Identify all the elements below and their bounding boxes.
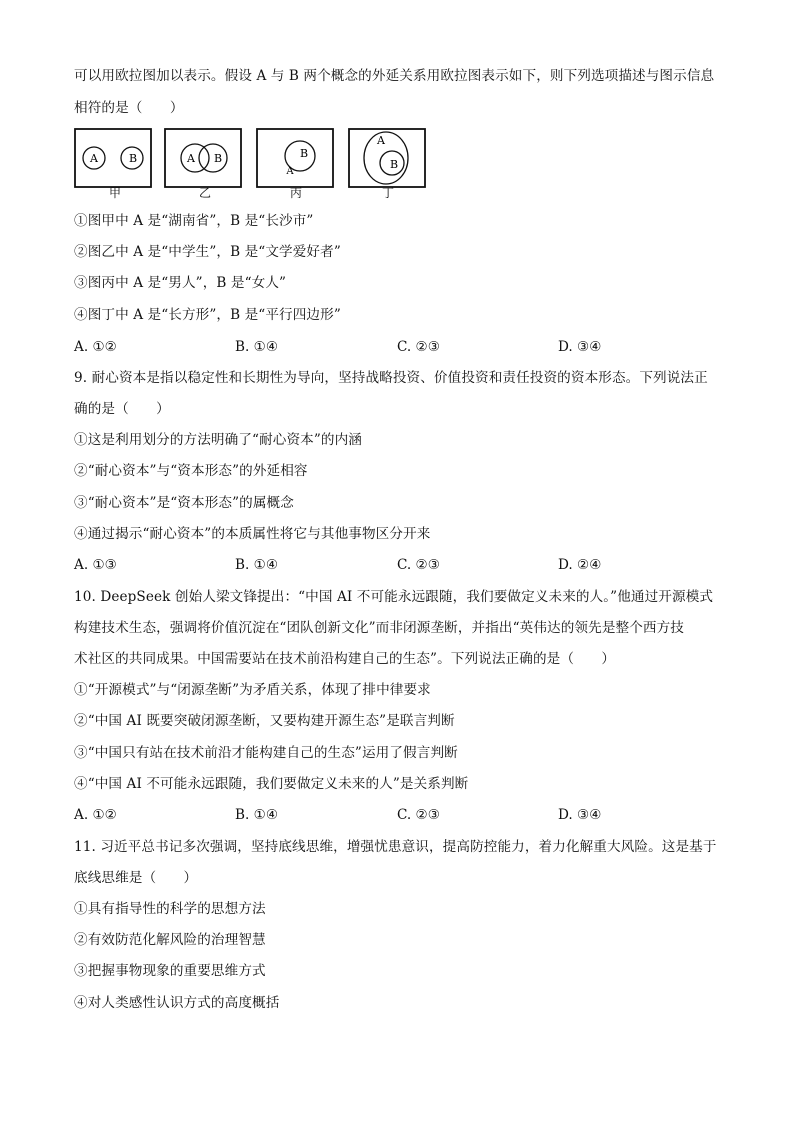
q11-stem-line-1: 11. 习近平总书记多次强调，坚持底线思维，增强忧患意识，提高防控能力，着力化解重大风险。这是基于 <box>74 839 717 855</box>
q10-stem-line-2: 构建技术生态，强调将价值沉淀在“团队创新文化”而非闭源垄断，并指出“英伟达的领先是整个西方技 <box>74 620 684 636</box>
q9-item-3: ③“耐心资本”是“资本形态”的属概念 <box>74 495 294 511</box>
yi-b-label: B <box>213 152 223 165</box>
euler-diagram-jia <box>74 128 152 188</box>
jia-b-label: B <box>128 152 138 165</box>
q10-stem-line-3: 术社区的共同成果。中国需要站在技术前沿构建自己的生态”。下列说法正确的是（ ） <box>74 651 616 667</box>
q8-item-4: ④图丁中 A 是“长方形”，B 是“平行四边形” <box>74 307 341 323</box>
q10-item-2: ②“中国 AI 既要突破闭源垄断，又要构建开源生态”是联言判断 <box>74 713 455 729</box>
bing-b-label: B <box>299 147 309 160</box>
euler-diagram-yi <box>164 128 242 188</box>
q8-item-2: ②图乙中 A 是“中学生”，B 是“文学爱好者” <box>74 244 341 260</box>
q10-option-b: B. ①④ <box>235 807 279 823</box>
jia-a-label: A <box>90 152 98 165</box>
ding-a-label: A <box>377 134 385 147</box>
q8-option-a: A. ①② <box>74 339 117 355</box>
q10-item-4: ④“中国 AI 不可能永远跟随，我们要做定义未来的人”是关系判断 <box>74 776 469 792</box>
q10-stem-line-1: 10. DeepSeek 创始人梁文锋提出：“中国 AI 不可能永远跟随，我们要做定义未来的人。”他通过开源模式 <box>74 589 714 605</box>
yi-a-label: A <box>187 152 195 165</box>
euler-label-yi: 乙 <box>199 186 212 200</box>
q8-option-c: C. ②③ <box>397 339 440 355</box>
q11-item-2: ②有效防范化解风险的治理智慧 <box>74 932 266 948</box>
euler-diagram-ding <box>348 128 426 188</box>
q9-item-4: ④通过揭示“耐心资本”的本质属性将它与其他事物区分开来 <box>74 526 431 542</box>
q8-stem-line-2: 相符的是（ ） <box>74 100 184 116</box>
q9-option-a: A. ①③ <box>74 557 117 573</box>
q8-item-3: ③图丙中 A 是“男人”，B 是“女人” <box>74 275 287 291</box>
euler-label-jia: 甲 <box>109 186 122 200</box>
q9-option-b: B. ①④ <box>235 557 279 573</box>
q9-stem-line-2: 确的是（ ） <box>74 401 170 417</box>
q9-item-2: ②“耐心资本”与“资本形态”的外延相容 <box>74 463 308 479</box>
q10-item-3: ③“中国只有站在技术前沿才能构建自己的生态”运用了假言判断 <box>74 745 458 761</box>
q8-stem-line-1: 可以用欧拉图加以表示。假设 A 与 B 两个概念的外延关系用欧拉图表示如下，则下列选项描述与图示信息 <box>74 68 715 84</box>
euler-label-bing: 丙 <box>290 186 303 200</box>
q10-option-d: D. ③④ <box>558 807 602 823</box>
q9-item-1: ①这是利用划分的方法明确了“耐心资本”的内涵 <box>74 432 362 448</box>
q11-item-4: ④对人类感性认识方式的高度概括 <box>74 995 280 1011</box>
q10-option-a: A. ①② <box>74 807 117 823</box>
q10-option-c: C. ②③ <box>397 807 440 823</box>
euler-diagram-bing <box>256 128 334 188</box>
q8-item-1: ①图甲中 A 是“湖南省”，B 是“长沙市” <box>74 213 314 229</box>
bing-a-label: A <box>286 166 294 177</box>
q9-option-d: D. ②④ <box>558 557 602 573</box>
q9-stem-line-1: 9. 耐心资本是指以稳定性和长期性为导向，坚持战略投资、价值投资和责任投资的资本形态。下列说法正 <box>74 370 708 386</box>
euler-label-ding: 丁 <box>382 186 395 200</box>
q9-option-c: C. ②③ <box>397 557 440 573</box>
ding-b-label: B <box>389 158 399 171</box>
q11-stem-line-2: 底线思维是（ ） <box>74 870 198 886</box>
q8-option-b: B. ①④ <box>235 339 279 355</box>
q10-item-1: ①“开源模式”与“闭源垄断”为矛盾关系，体现了排中律要求 <box>74 682 431 698</box>
q11-item-1: ①具有指导性的科学的思想方法 <box>74 901 266 917</box>
q8-option-d: D. ③④ <box>558 339 602 355</box>
q11-item-3: ③把握事物现象的重要思维方式 <box>74 963 266 979</box>
